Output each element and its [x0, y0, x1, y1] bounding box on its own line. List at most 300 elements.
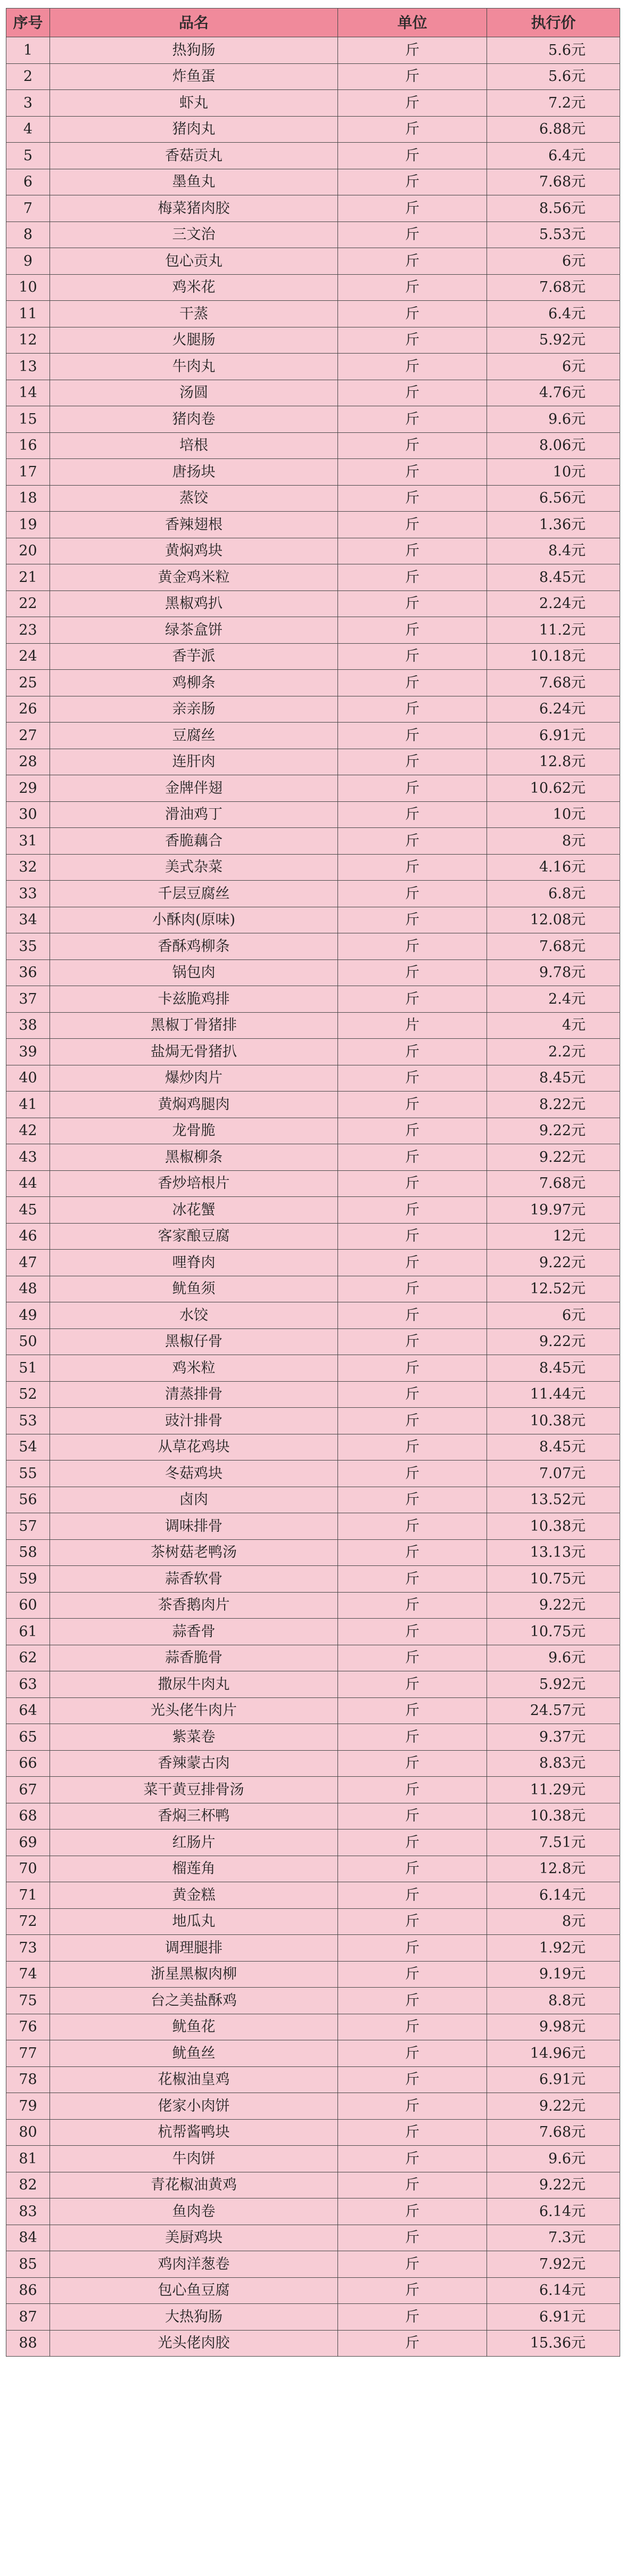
table-row	[6, 643, 620, 670]
unit-cell: 斤	[338, 2093, 487, 2120]
unit-cell: 斤	[338, 2119, 487, 2146]
product-name: 鸡肉洋葱卷	[50, 2251, 338, 2278]
price-cell: 9.22元	[487, 1592, 620, 1619]
product-name: 美厨鸡块	[50, 2225, 338, 2251]
row-index: 62	[6, 1645, 50, 1671]
product-name: 唐扬块	[50, 459, 338, 486]
unit-cell: 斤	[338, 301, 487, 327]
price-cell: 8.45元	[487, 1065, 620, 1092]
table-row	[6, 854, 620, 881]
table-row	[6, 1592, 620, 1619]
unit-cell: 斤	[338, 2066, 487, 2093]
table-row	[6, 933, 620, 960]
table-row	[6, 907, 620, 933]
price-cell: 9.6元	[487, 406, 620, 433]
row-index: 27	[6, 723, 50, 749]
product-name: 滑油鸡丁	[50, 801, 338, 828]
table-row	[6, 1961, 620, 1988]
price-cell: 9.22元	[487, 2172, 620, 2198]
table-row	[6, 1302, 620, 1329]
table-row	[6, 1988, 620, 2014]
product-name: 茶树菇老鸭汤	[50, 1539, 338, 1566]
product-name: 美式杂菜	[50, 854, 338, 881]
table-row	[6, 1092, 620, 1118]
table-row	[6, 1619, 620, 1645]
unit-cell: 斤	[338, 933, 487, 960]
price-cell: 7.2元	[487, 90, 620, 117]
table-row	[6, 590, 620, 617]
table-row	[6, 538, 620, 564]
row-index: 15	[6, 406, 50, 433]
price-cell: 4.76元	[487, 380, 620, 406]
row-index: 25	[6, 670, 50, 696]
unit-cell: 斤	[338, 1645, 487, 1671]
row-index: 7	[6, 195, 50, 222]
product-name: 炸鱼蛋	[50, 63, 338, 90]
table-row	[6, 1118, 620, 1144]
product-name: 鸡米粒	[50, 1355, 338, 1382]
row-index: 12	[6, 327, 50, 354]
table-row	[6, 1513, 620, 1540]
row-index: 87	[6, 2304, 50, 2331]
price-cell: 2.24元	[487, 590, 620, 617]
price-cell: 10.75元	[487, 1619, 620, 1645]
row-index: 44	[6, 1170, 50, 1197]
product-name: 包心鱼豆腐	[50, 2277, 338, 2304]
price-cell: 14.96元	[487, 2040, 620, 2067]
price-cell: 9.22元	[487, 1144, 620, 1171]
header-row	[6, 9, 620, 37]
price-cell: 6.4元	[487, 301, 620, 327]
row-index: 35	[6, 933, 50, 960]
price-cell: 7.07元	[487, 1461, 620, 1487]
price-cell: 8.45元	[487, 1355, 620, 1382]
table-row	[6, 617, 620, 644]
price-cell: 5.6元	[487, 37, 620, 64]
price-cell: 7.68元	[487, 274, 620, 301]
table-row	[6, 2330, 620, 2357]
unit-cell: 片	[338, 1012, 487, 1039]
price-cell: 7.68元	[487, 1170, 620, 1197]
table-row	[6, 512, 620, 538]
row-index: 41	[6, 1092, 50, 1118]
table-row	[6, 1170, 620, 1197]
row-index: 17	[6, 459, 50, 486]
product-name: 汤圆	[50, 380, 338, 406]
product-name: 花椒油皇鸡	[50, 2066, 338, 2093]
price-cell: 11.44元	[487, 1381, 620, 1408]
table-row	[6, 775, 620, 802]
row-index: 43	[6, 1144, 50, 1171]
price-table	[6, 8, 620, 2357]
unit-cell: 斤	[338, 2330, 487, 2357]
unit-cell: 斤	[338, 696, 487, 723]
product-name: 香辣蒙古肉	[50, 1750, 338, 1777]
table-row	[6, 485, 620, 512]
price-cell: 10.38元	[487, 1408, 620, 1434]
product-name: 香炒培根片	[50, 1170, 338, 1197]
row-index: 79	[6, 2093, 50, 2120]
product-name: 三文治	[50, 221, 338, 248]
header-unit: 单位	[338, 9, 487, 37]
row-index: 84	[6, 2225, 50, 2251]
unit-cell: 斤	[338, 2251, 487, 2278]
table-row	[6, 90, 620, 117]
product-name: 菜干黄豆排骨汤	[50, 1777, 338, 1803]
unit-cell: 斤	[338, 37, 487, 64]
unit-cell: 斤	[338, 1961, 487, 1988]
row-index: 68	[6, 1803, 50, 1830]
row-index: 3	[6, 90, 50, 117]
product-name: 千层豆腐丝	[50, 881, 338, 907]
row-index: 80	[6, 2119, 50, 2146]
price-cell: 4元	[487, 1012, 620, 1039]
product-name: 大热狗肠	[50, 2304, 338, 2331]
unit-cell: 斤	[338, 1434, 487, 1461]
product-name: 香酥鸡柳条	[50, 933, 338, 960]
product-name: 水饺	[50, 1302, 338, 1329]
unit-cell: 斤	[338, 1539, 487, 1566]
price-cell: 1.36元	[487, 512, 620, 538]
price-cell: 6.88元	[487, 116, 620, 143]
product-name: 卡兹脆鸡排	[50, 986, 338, 1013]
row-index: 9	[6, 248, 50, 275]
product-name: 豉汁排骨	[50, 1408, 338, 1434]
table-row	[6, 1355, 620, 1382]
table-row	[6, 1566, 620, 1593]
row-index: 46	[6, 1223, 50, 1250]
table-row	[6, 1012, 620, 1039]
table-row	[6, 169, 620, 195]
price-cell: 9.22元	[487, 1328, 620, 1355]
row-index: 50	[6, 1328, 50, 1355]
price-cell: 9.98元	[487, 2014, 620, 2040]
unit-cell: 斤	[338, 1487, 487, 1513]
row-index: 31	[6, 828, 50, 855]
unit-cell: 斤	[338, 327, 487, 354]
product-name: 榴莲角	[50, 1856, 338, 1882]
product-name: 热狗肠	[50, 37, 338, 64]
table-row	[6, 1328, 620, 1355]
unit-cell: 斤	[338, 670, 487, 696]
price-cell: 6.91元	[487, 2066, 620, 2093]
row-index: 48	[6, 1276, 50, 1302]
unit-cell: 斤	[338, 1408, 487, 1434]
product-name: 调理腿排	[50, 1935, 338, 1962]
product-name: 猪肉卷	[50, 406, 338, 433]
row-index: 24	[6, 643, 50, 670]
unit-cell: 斤	[338, 2014, 487, 2040]
row-index: 28	[6, 749, 50, 775]
product-name: 干蒸	[50, 301, 338, 327]
product-name: 从草花鸡块	[50, 1434, 338, 1461]
row-index: 81	[6, 2146, 50, 2172]
product-name: 龙骨脆	[50, 1118, 338, 1144]
product-name: 红肠片	[50, 1830, 338, 1856]
row-index: 57	[6, 1513, 50, 1540]
unit-cell: 斤	[338, 1355, 487, 1382]
product-name: 浙星黑椒肉柳	[50, 1961, 338, 1988]
table-row	[6, 248, 620, 275]
unit-cell: 斤	[338, 881, 487, 907]
price-cell: 1.92元	[487, 1935, 620, 1962]
price-cell: 10.38元	[487, 1513, 620, 1540]
unit-cell: 斤	[338, 1092, 487, 1118]
table-row	[6, 1882, 620, 1909]
price-cell: 12.8元	[487, 1856, 620, 1882]
row-index: 51	[6, 1355, 50, 1382]
table-row	[6, 2172, 620, 2198]
price-cell: 13.52元	[487, 1487, 620, 1513]
row-index: 69	[6, 1830, 50, 1856]
price-cell: 6元	[487, 248, 620, 275]
product-name: 客家酿豆腐	[50, 1223, 338, 1250]
row-index: 30	[6, 801, 50, 828]
table-row	[6, 2119, 620, 2146]
unit-cell: 斤	[338, 406, 487, 433]
unit-cell: 斤	[338, 1039, 487, 1065]
table-row	[6, 2277, 620, 2304]
unit-cell: 斤	[338, 1250, 487, 1276]
product-name: 金牌伴翅	[50, 775, 338, 802]
unit-cell: 斤	[338, 617, 487, 644]
unit-cell: 斤	[338, 1276, 487, 1302]
price-cell: 15.36元	[487, 2330, 620, 2357]
product-name: 连肝肉	[50, 749, 338, 775]
row-index: 10	[6, 274, 50, 301]
table-row	[6, 959, 620, 986]
product-name: 紫菜卷	[50, 1724, 338, 1751]
row-index: 34	[6, 907, 50, 933]
product-name: 虾丸	[50, 90, 338, 117]
product-name: 香辣翅根	[50, 512, 338, 538]
row-index: 78	[6, 2066, 50, 2093]
unit-cell: 斤	[338, 1118, 487, 1144]
product-name: 鸡米花	[50, 274, 338, 301]
table-row	[6, 432, 620, 459]
unit-cell: 斤	[338, 116, 487, 143]
unit-cell: 斤	[338, 2277, 487, 2304]
product-name: 冬菇鸡块	[50, 1461, 338, 1487]
product-name: 青花椒油黄鸡	[50, 2172, 338, 2198]
table-row	[6, 354, 620, 380]
unit-cell: 斤	[338, 1777, 487, 1803]
table-row	[6, 2198, 620, 2225]
product-name: 鸡柳条	[50, 670, 338, 696]
product-name: 蒜香脆骨	[50, 1645, 338, 1671]
product-name: 茶香鹅肉片	[50, 1592, 338, 1619]
product-name: 猪肉丸	[50, 116, 338, 143]
price-cell: 9.19元	[487, 1961, 620, 1988]
unit-cell: 斤	[338, 221, 487, 248]
table-row	[6, 2225, 620, 2251]
product-name: 撒尿牛肉丸	[50, 1671, 338, 1698]
product-name: 亲亲肠	[50, 696, 338, 723]
unit-cell: 斤	[338, 1988, 487, 2014]
price-cell: 12.8元	[487, 749, 620, 775]
table-row	[6, 1908, 620, 1935]
row-index: 45	[6, 1197, 50, 1224]
price-cell: 12.08元	[487, 907, 620, 933]
unit-cell: 斤	[338, 1223, 487, 1250]
price-cell: 8.45元	[487, 564, 620, 591]
row-index: 38	[6, 1012, 50, 1039]
row-index: 54	[6, 1434, 50, 1461]
product-name: 锅包肉	[50, 959, 338, 986]
table-row	[6, 1039, 620, 1065]
unit-cell: 斤	[338, 723, 487, 749]
unit-cell: 斤	[338, 1724, 487, 1751]
row-index: 55	[6, 1461, 50, 1487]
table-row	[6, 1381, 620, 1408]
row-index: 16	[6, 432, 50, 459]
price-cell: 6.24元	[487, 696, 620, 723]
unit-cell: 斤	[338, 195, 487, 222]
table-row	[6, 1276, 620, 1302]
unit-cell: 斤	[338, 1830, 487, 1856]
unit-cell: 斤	[338, 63, 487, 90]
row-index: 18	[6, 485, 50, 512]
table-row	[6, 564, 620, 591]
product-name: 鱿鱼须	[50, 1276, 338, 1302]
row-index: 67	[6, 1777, 50, 1803]
unit-cell: 斤	[338, 1513, 487, 1540]
price-cell: 24.57元	[487, 1697, 620, 1724]
product-name: 包心贡丸	[50, 248, 338, 275]
row-index: 11	[6, 301, 50, 327]
table-row	[6, 2146, 620, 2172]
table-row	[6, 1487, 620, 1513]
row-index: 32	[6, 854, 50, 881]
product-name: 香芋派	[50, 643, 338, 670]
price-cell: 6.91元	[487, 2304, 620, 2331]
unit-cell: 斤	[338, 169, 487, 195]
unit-cell: 斤	[338, 1803, 487, 1830]
table-body	[6, 37, 620, 2357]
row-index: 40	[6, 1065, 50, 1092]
price-cell: 6.14元	[487, 2198, 620, 2225]
table-row	[6, 1223, 620, 1250]
product-name: 鱿鱼花	[50, 2014, 338, 2040]
table-row	[6, 1144, 620, 1171]
unit-cell: 斤	[338, 1671, 487, 1698]
row-index: 65	[6, 1724, 50, 1751]
product-name: 盐焗无骨猪扒	[50, 1039, 338, 1065]
price-cell: 9.37元	[487, 1724, 620, 1751]
unit-cell: 斤	[338, 1856, 487, 1882]
row-index: 36	[6, 959, 50, 986]
row-index: 64	[6, 1697, 50, 1724]
table-row	[6, 116, 620, 143]
row-index: 2	[6, 63, 50, 90]
product-name: 培根	[50, 432, 338, 459]
unit-cell: 斤	[338, 1619, 487, 1645]
row-index: 1	[6, 37, 50, 64]
table-row	[6, 1434, 620, 1461]
price-cell: 6元	[487, 1302, 620, 1329]
unit-cell: 斤	[338, 1592, 487, 1619]
product-name: 蒜香软骨	[50, 1566, 338, 1593]
price-cell: 11.29元	[487, 1777, 620, 1803]
row-index: 5	[6, 143, 50, 169]
price-cell: 12.52元	[487, 1276, 620, 1302]
price-cell: 8.06元	[487, 432, 620, 459]
row-index: 82	[6, 2172, 50, 2198]
unit-cell: 斤	[338, 643, 487, 670]
product-name: 黑椒仔骨	[50, 1328, 338, 1355]
row-index: 49	[6, 1302, 50, 1329]
product-name: 黄焖鸡腿肉	[50, 1092, 338, 1118]
row-index: 72	[6, 1908, 50, 1935]
row-index: 14	[6, 380, 50, 406]
row-index: 86	[6, 2277, 50, 2304]
table-row	[6, 1250, 620, 1276]
unit-cell: 斤	[338, 749, 487, 775]
product-name: 哩脊肉	[50, 1250, 338, 1276]
unit-cell: 斤	[338, 986, 487, 1013]
product-name: 卤肉	[50, 1487, 338, 1513]
unit-cell: 斤	[338, 2146, 487, 2172]
price-cell: 8.4元	[487, 538, 620, 564]
row-index: 29	[6, 775, 50, 802]
table-row	[6, 801, 620, 828]
table-row	[6, 696, 620, 723]
product-name: 鱿鱼丝	[50, 2040, 338, 2067]
row-index: 19	[6, 512, 50, 538]
price-cell: 9.6元	[487, 1645, 620, 1671]
row-index: 23	[6, 617, 50, 644]
table-row	[6, 327, 620, 354]
price-cell: 10.62元	[487, 775, 620, 802]
product-name: 杭帮酱鸭块	[50, 2119, 338, 2146]
price-cell: 5.92元	[487, 327, 620, 354]
table-row	[6, 221, 620, 248]
price-cell: 6.56元	[487, 485, 620, 512]
table-row	[6, 301, 620, 327]
unit-cell: 斤	[338, 1935, 487, 1962]
price-cell: 8元	[487, 828, 620, 855]
table-row	[6, 1408, 620, 1434]
unit-cell: 斤	[338, 959, 487, 986]
table-row	[6, 459, 620, 486]
product-name: 绿茶盒饼	[50, 617, 338, 644]
price-cell: 8.45元	[487, 1434, 620, 1461]
table-row	[6, 828, 620, 855]
unit-cell: 斤	[338, 1302, 487, 1329]
unit-cell: 斤	[338, 1566, 487, 1593]
unit-cell: 斤	[338, 564, 487, 591]
price-cell: 10元	[487, 801, 620, 828]
table-row	[6, 749, 620, 775]
price-cell: 7.68元	[487, 933, 620, 960]
product-name: 墨鱼丸	[50, 169, 338, 195]
unit-cell: 斤	[338, 1065, 487, 1092]
row-index: 74	[6, 1961, 50, 1988]
price-cell: 6.4元	[487, 143, 620, 169]
header-product-name: 品名	[50, 9, 338, 37]
unit-cell: 斤	[338, 1908, 487, 1935]
price-cell: 13.13元	[487, 1539, 620, 1566]
table-header	[6, 9, 620, 37]
price-cell: 6.8元	[487, 881, 620, 907]
table-row	[6, 723, 620, 749]
table-row	[6, 1856, 620, 1882]
unit-cell: 斤	[338, 1328, 487, 1355]
unit-cell: 斤	[338, 2040, 487, 2067]
row-index: 83	[6, 2198, 50, 2225]
price-cell: 7.68元	[487, 169, 620, 195]
product-name: 鱼肉卷	[50, 2198, 338, 2225]
